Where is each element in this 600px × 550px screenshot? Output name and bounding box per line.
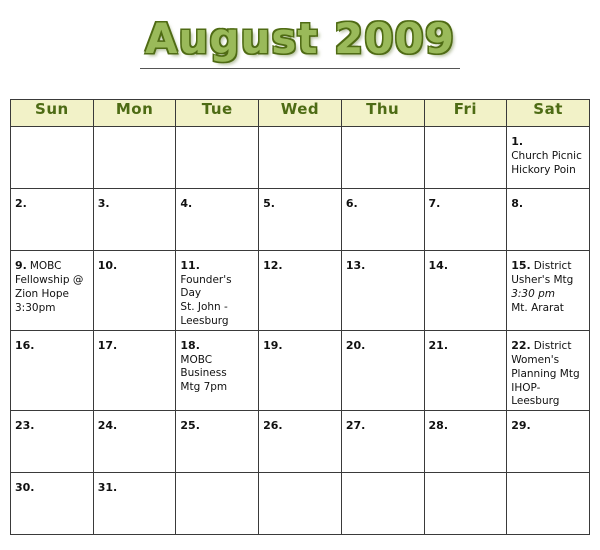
weekday-header-sun: Sun — [11, 100, 94, 127]
day-cell-content — [176, 473, 258, 534]
day-number: 21. — [428, 339, 449, 353]
weekday-header-thu: Thu — [341, 100, 424, 127]
day-cell-content — [94, 473, 176, 534]
day-number: 22. — [511, 339, 531, 353]
day-cell-content — [259, 251, 341, 330]
weekday-header-row — [11, 100, 590, 127]
day-number: 20. — [345, 339, 366, 353]
day-cell-content — [507, 411, 589, 472]
calendar-week-row — [11, 331, 590, 411]
calendar-day-cell[interactable] — [93, 331, 176, 411]
calendar-day-cell[interactable] — [507, 127, 590, 189]
event-text: St. John - — [180, 301, 228, 314]
event-text: Mtg 7pm — [180, 381, 228, 394]
calendar-empty-cell — [259, 473, 342, 535]
day-number: 12. — [263, 259, 283, 273]
calendar-empty-cell — [11, 127, 94, 189]
day-cell-content — [11, 411, 93, 472]
day-cell-content — [176, 411, 258, 472]
day-cell-content — [507, 127, 589, 188]
calendar-week-row — [11, 127, 590, 189]
calendar-grid — [10, 99, 590, 535]
calendar-day-cell[interactable] — [259, 411, 342, 473]
day-cell-content — [507, 189, 589, 250]
event-text: Fellowship @ — [15, 274, 84, 287]
calendar-empty-cell — [93, 127, 176, 189]
day-number: 18. — [180, 339, 200, 353]
calendar-empty-cell — [424, 127, 507, 189]
event-text: Leesburg — [180, 315, 229, 328]
day-cell-content — [94, 189, 176, 250]
event-text: Hickory Poin — [511, 164, 576, 177]
calendar-day-cell[interactable] — [11, 331, 94, 411]
calendar-empty-cell — [341, 473, 424, 535]
calendar-week-row — [11, 189, 590, 251]
event-text: Church Picnic — [511, 150, 582, 163]
calendar-day-cell[interactable] — [341, 189, 424, 251]
day-cell-content — [342, 473, 424, 534]
day-cell-content — [342, 411, 424, 472]
calendar-day-cell[interactable] — [93, 473, 176, 535]
day-cell-content — [94, 331, 176, 410]
day-number: 13. — [345, 259, 366, 273]
day-number: 17. — [97, 339, 118, 353]
day-cell-content — [259, 473, 341, 534]
calendar-week-row — [11, 473, 590, 535]
day-cell-content — [425, 127, 507, 188]
day-cell-content — [259, 127, 341, 188]
event-text: 3:30pm — [15, 302, 56, 315]
event-text: Zion Hope — [15, 288, 69, 301]
calendar-day-cell[interactable] — [341, 251, 424, 331]
day-number: 24. — [97, 419, 118, 433]
event-text: District — [533, 340, 572, 353]
event-text: 3:30 pm — [511, 288, 556, 301]
day-cell-content — [425, 411, 507, 472]
day-cell-content — [11, 251, 93, 330]
day-cell-content — [176, 251, 258, 330]
calendar-day-cell[interactable] — [424, 189, 507, 251]
calendar-day-cell[interactable] — [424, 251, 507, 331]
day-cell-content — [11, 127, 93, 188]
calendar-empty-cell — [259, 127, 342, 189]
title-divider — [140, 68, 460, 69]
day-number: 30. — [15, 481, 35, 495]
day-cell-content — [94, 127, 176, 188]
day-cell-content — [176, 331, 258, 410]
day-number: 11. — [180, 259, 200, 273]
day-cell-content — [94, 411, 176, 472]
event-text: Mt. Ararat — [511, 302, 564, 315]
day-cell-content — [259, 189, 341, 250]
day-cell-content — [342, 251, 424, 330]
day-cell-content — [11, 331, 93, 410]
day-number: 29. — [511, 419, 531, 433]
calendar-title-area — [0, 0, 600, 69]
calendar-day-cell[interactable] — [176, 411, 259, 473]
day-cell-content — [176, 189, 258, 250]
day-cell-content — [259, 331, 341, 410]
event-text: Planning Mtg — [511, 368, 580, 381]
day-cell-content — [11, 473, 93, 534]
day-number: 28. — [428, 419, 449, 433]
calendar-day-cell[interactable] — [259, 189, 342, 251]
day-number: 4. — [180, 197, 193, 211]
day-number: 19. — [263, 339, 283, 353]
event-text: Founder's Day — [180, 274, 232, 300]
day-cell-content — [425, 189, 507, 250]
event-text: MOBC Business — [180, 354, 227, 380]
day-number: 6. — [345, 197, 358, 211]
day-number: 3. — [97, 197, 110, 211]
day-number: 8. — [511, 197, 524, 211]
day-cell-content — [94, 251, 176, 330]
day-number: 15. — [511, 259, 531, 273]
calendar-day-cell[interactable] — [176, 189, 259, 251]
page-title: August 2009 — [145, 14, 455, 63]
calendar-day-cell[interactable] — [424, 331, 507, 411]
day-number: 5. — [263, 197, 275, 211]
weekday-header-mon: Mon — [93, 100, 176, 127]
day-cell-content — [342, 127, 424, 188]
weekday-header-wed: Wed — [259, 100, 342, 127]
calendar-day-cell[interactable] — [424, 411, 507, 473]
day-cell-content — [425, 251, 507, 330]
calendar-empty-cell — [424, 473, 507, 535]
day-number: 2. — [15, 197, 27, 211]
calendar-day-cell[interactable] — [259, 251, 342, 331]
day-number: 10. — [97, 259, 118, 273]
calendar-day-cell[interactable] — [93, 251, 176, 331]
calendar-day-cell[interactable] — [176, 331, 259, 411]
weekday-header-fri: Fri — [424, 100, 507, 127]
day-number: 16. — [15, 339, 35, 353]
day-number: 1. — [511, 135, 524, 149]
calendar-empty-cell — [507, 473, 590, 535]
day-cell-content — [259, 411, 341, 472]
calendar-day-cell[interactable] — [507, 331, 590, 411]
day-number: 25. — [180, 419, 200, 433]
calendar-day-cell[interactable] — [341, 411, 424, 473]
calendar-body — [11, 127, 590, 535]
day-number: 23. — [15, 419, 35, 433]
day-cell-content — [425, 473, 507, 534]
calendar-empty-cell — [176, 473, 259, 535]
weekday-header-tue: Tue — [176, 100, 259, 127]
calendar-day-cell[interactable] — [259, 331, 342, 411]
day-cell-content — [507, 251, 589, 330]
calendar-empty-cell — [341, 127, 424, 189]
day-number: 31. — [97, 481, 118, 495]
calendar-day-cell[interactable] — [11, 411, 94, 473]
weekday-header-sat: Sat — [507, 100, 590, 127]
day-cell-content — [342, 189, 424, 250]
calendar-week-row — [11, 251, 590, 331]
day-number: 26. — [263, 419, 283, 433]
event-text: Usher's Mtg — [511, 274, 574, 287]
day-cell-content — [507, 473, 589, 534]
day-cell-content — [342, 331, 424, 410]
day-cell-content — [507, 331, 589, 410]
event-text: IHOP- Leesburg — [511, 382, 560, 408]
calendar-day-cell[interactable] — [93, 189, 176, 251]
calendar-day-cell[interactable] — [341, 331, 424, 411]
calendar-day-cell[interactable] — [507, 411, 590, 473]
day-number: 9. — [15, 259, 27, 273]
day-cell-content — [176, 127, 258, 188]
calendar-week-row — [11, 411, 590, 473]
day-cell-content — [11, 189, 93, 250]
calendar-day-cell[interactable] — [507, 251, 590, 331]
calendar-day-cell[interactable] — [176, 251, 259, 331]
calendar-day-cell[interactable] — [11, 189, 94, 251]
event-text: MOBC — [29, 260, 62, 273]
calendar-day-cell[interactable] — [507, 189, 590, 251]
calendar-empty-cell — [176, 127, 259, 189]
event-text: District — [533, 260, 572, 273]
day-number: 14. — [428, 259, 449, 273]
calendar-day-cell[interactable] — [93, 411, 176, 473]
day-number: 7. — [428, 197, 441, 211]
calendar-day-cell[interactable] — [11, 251, 94, 331]
day-cell-content — [425, 331, 507, 410]
calendar-day-cell[interactable] — [11, 473, 94, 535]
day-number: 27. — [345, 419, 366, 433]
event-text: Women's — [511, 354, 560, 367]
